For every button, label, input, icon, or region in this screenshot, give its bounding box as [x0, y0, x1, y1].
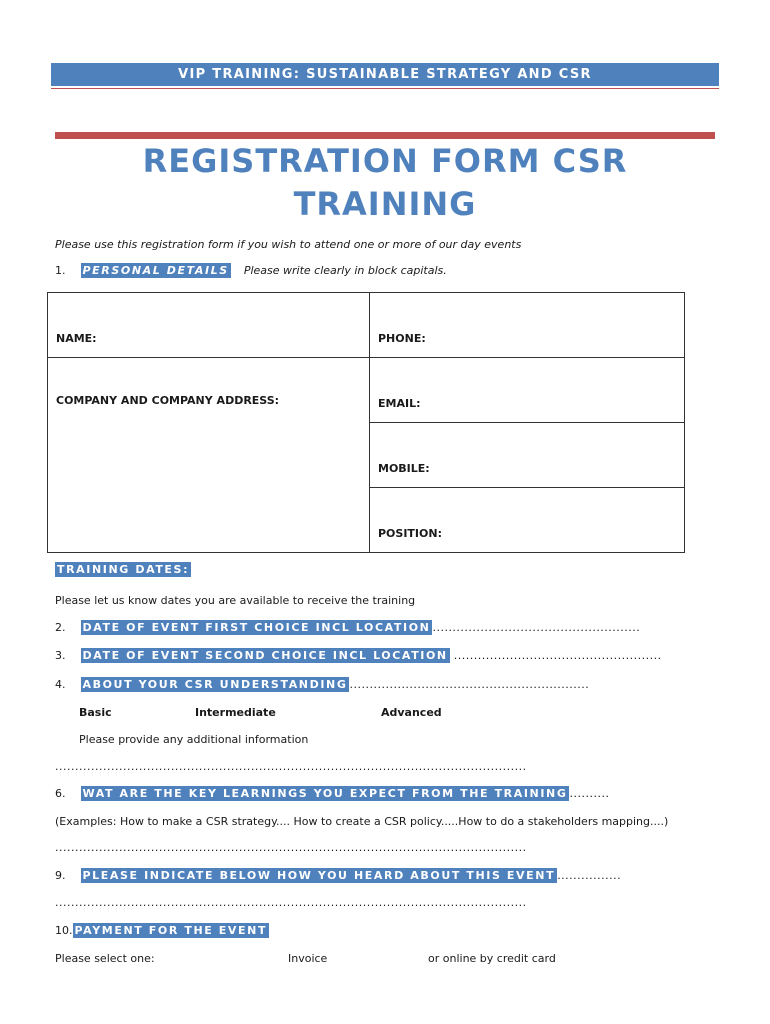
- question-number: 2.: [55, 621, 66, 634]
- question-4: [55, 678, 589, 691]
- title-rule: [55, 132, 715, 139]
- question-10: [55, 924, 269, 937]
- name-label: NAME:: [56, 332, 97, 345]
- answer-dots[interactable]: ............................................................: [349, 678, 590, 691]
- section-label: PERSONAL DETAILS: [82, 264, 229, 277]
- question-number: 3.: [55, 649, 66, 662]
- additional-info-prompt: Please provide any additional information: [79, 733, 309, 746]
- phone-cell[interactable]: [370, 293, 685, 358]
- personal-details-table: [47, 292, 685, 553]
- name-cell[interactable]: [48, 293, 370, 358]
- email-cell[interactable]: [370, 358, 685, 423]
- page-title: [55, 140, 715, 226]
- payment-option-credit-card[interactable]: or online by credit card: [428, 952, 556, 965]
- phone-label: PHONE:: [378, 332, 426, 345]
- question-9: [55, 869, 621, 882]
- level-intermediate[interactable]: Intermediate: [195, 706, 276, 719]
- answer-dots[interactable]: ....................................................: [432, 621, 641, 634]
- answer-dots[interactable]: ..........: [569, 787, 610, 800]
- question-6: [55, 787, 609, 800]
- section-personal-details: [55, 264, 447, 277]
- question-label: PAYMENT FOR THE EVENT: [74, 924, 268, 937]
- question-label: ABOUT YOUR CSR UNDERSTANDING: [82, 678, 348, 691]
- training-dates-label: TRAINING DATES:: [57, 563, 190, 576]
- intro-text: Please use this registration form if you wish to attend one or more of our day events: [55, 238, 522, 251]
- level-basic[interactable]: Basic: [79, 706, 112, 719]
- question-number: 9.: [55, 869, 66, 882]
- question-number: 4.: [55, 678, 66, 691]
- title-line-2: TRAINING: [293, 185, 477, 223]
- question-label: WAT ARE THE KEY LEARNINGS YOU EXPECT FROM THE TRAINING: [82, 787, 568, 800]
- answer-dots[interactable]: ................: [557, 869, 622, 882]
- mobile-label: MOBILE:: [378, 462, 430, 475]
- question-2: [55, 621, 640, 634]
- section-note: Please write clearly in block capitals.: [243, 264, 447, 277]
- email-label: EMAIL:: [378, 397, 421, 410]
- level-advanced[interactable]: Advanced: [381, 706, 442, 719]
- answer-dots[interactable]: ....................................................: [449, 649, 662, 662]
- section-number: 1.: [55, 264, 66, 277]
- payment-prompt: Please select one:: [55, 952, 155, 965]
- question-number: 6.: [55, 787, 66, 800]
- mobile-cell[interactable]: [370, 423, 685, 488]
- position-label: POSITION:: [378, 527, 442, 540]
- question-label: PLEASE INDICATE BELOW HOW YOU HEARD ABOUT THIS EVENT: [82, 869, 556, 882]
- examples-text: (Examples: How to make a CSR strategy.... How to create a CSR policy.....How to do a stakeholders mapping....): [55, 815, 669, 828]
- position-cell[interactable]: [370, 488, 685, 553]
- question-label: DATE OF EVENT FIRST CHOICE INCL LOCATION: [82, 621, 431, 634]
- company-address-label: COMPANY AND COMPANY ADDRESS:: [56, 394, 280, 407]
- payment-option-invoice[interactable]: Invoice: [288, 952, 328, 965]
- question-3: [55, 649, 662, 662]
- question-number: 10.: [55, 924, 73, 937]
- title-line-1: REGISTRATION FORM CSR: [142, 142, 628, 180]
- header-banner: VIP TRAINING: SUSTAINABLE STRATEGY AND CSR: [51, 63, 719, 86]
- learnings-answer-line[interactable]: ......................................................................................................................: [55, 841, 527, 854]
- training-dates-heading: [55, 563, 191, 576]
- training-dates-note: Please let us know dates you are available to receive the training: [55, 594, 416, 607]
- banner-underline: [51, 88, 719, 89]
- question-label: DATE OF EVENT SECOND CHOICE INCL LOCATION: [82, 649, 448, 662]
- company-address-cell[interactable]: [48, 358, 370, 553]
- heard-about-answer-line[interactable]: ......................................................................................................................: [55, 896, 527, 909]
- additional-info-line[interactable]: ......................................................................................................................: [55, 760, 527, 773]
